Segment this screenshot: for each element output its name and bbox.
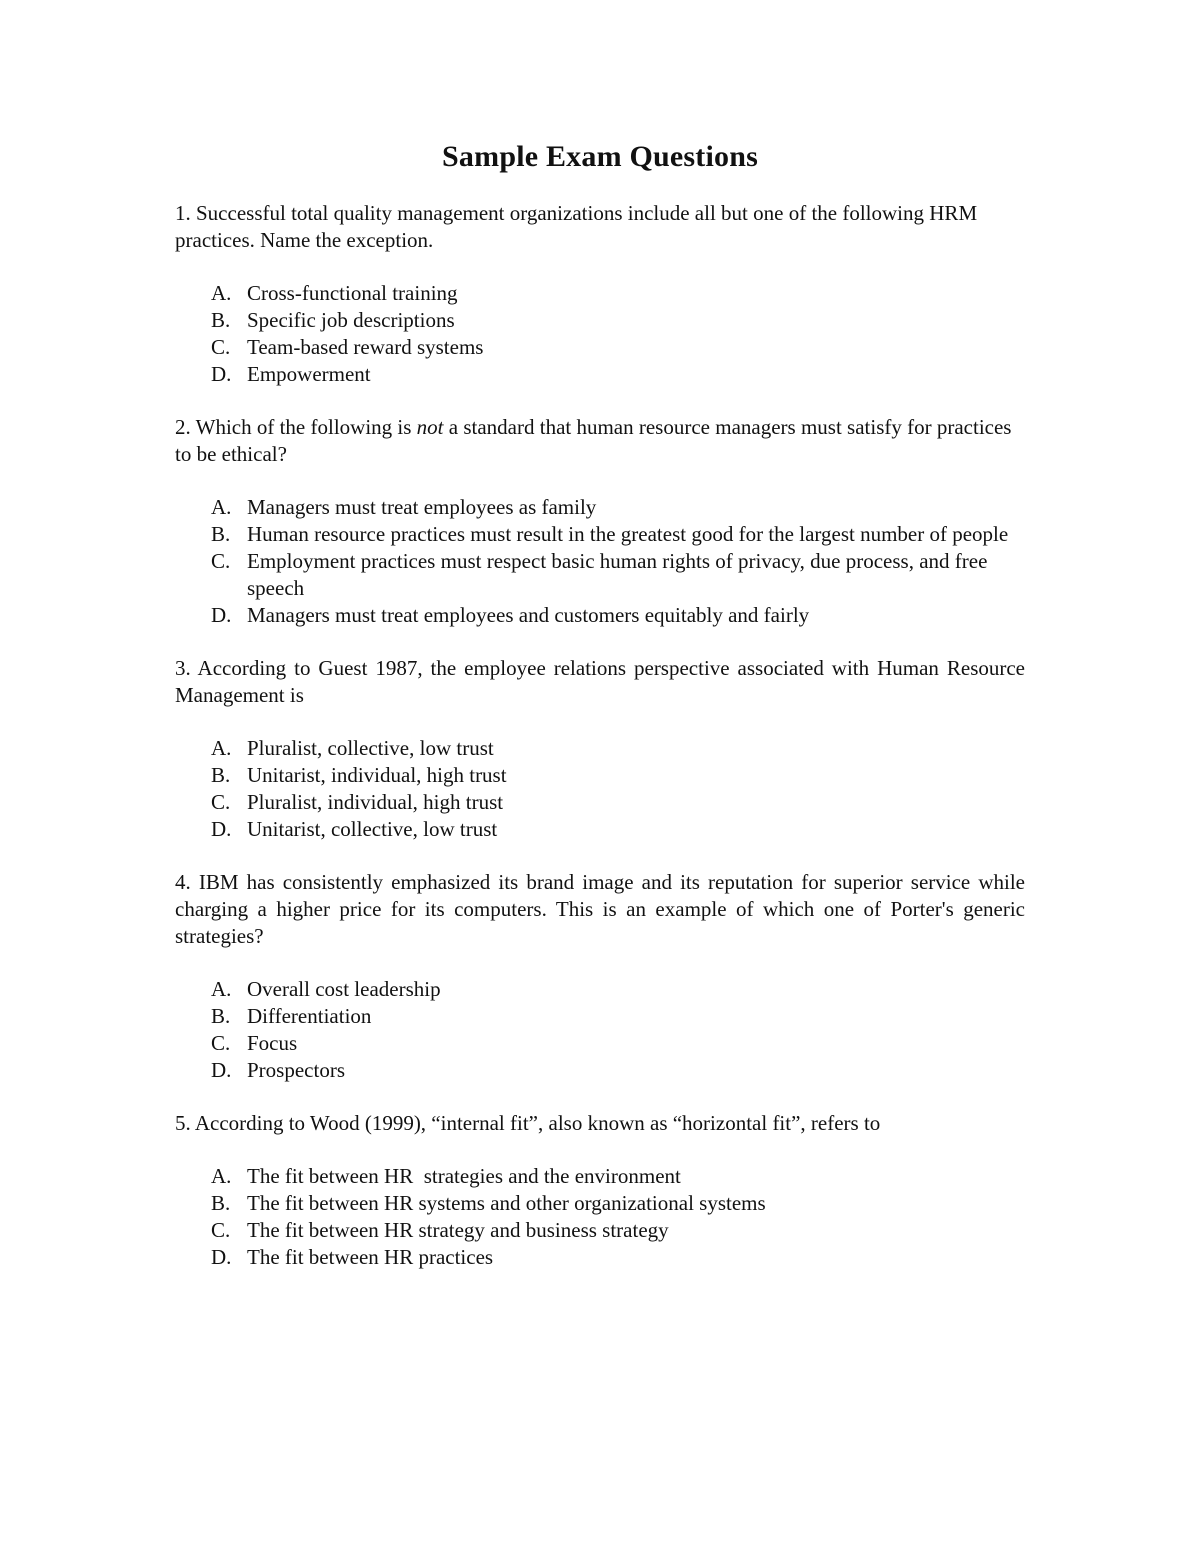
option-letter: C. <box>211 335 231 359</box>
option-item <box>211 602 1025 629</box>
option-item <box>211 1217 1025 1244</box>
option-list <box>175 494 1025 629</box>
option-item <box>211 1163 1025 1190</box>
question-1 <box>175 200 1025 388</box>
option-letter: D. <box>211 817 232 841</box>
option-item <box>211 361 1025 388</box>
option-text: Focus <box>247 1031 298 1055</box>
option-item <box>211 1003 1025 1030</box>
option-item <box>211 816 1025 843</box>
option-item <box>211 1190 1025 1217</box>
option-list <box>175 976 1025 1084</box>
option-list <box>175 1163 1025 1271</box>
option-letter: A. <box>211 977 232 1001</box>
option-letter: A. <box>211 1164 232 1188</box>
option-text: Employment practices must respect basic human rights of privacy, due process, and free speech <box>247 549 988 600</box>
question-4 <box>175 869 1025 1084</box>
option-text: Specific job descriptions <box>247 308 455 332</box>
option-letter: B. <box>211 763 231 787</box>
option-text: Empowerment <box>247 362 371 386</box>
stem-emphasis: not <box>416 415 444 439</box>
question-stem <box>175 414 1025 468</box>
option-list <box>175 280 1025 388</box>
option-letter: D. <box>211 1058 232 1082</box>
option-item <box>211 1244 1025 1271</box>
option-text: Human resource practices must result in the greatest good for the largest number of people <box>247 522 1009 546</box>
option-text: Managers must treat employees and customers equitably and fairly <box>247 603 810 627</box>
option-text: Overall cost leadership <box>247 977 441 1001</box>
option-text: Prospectors <box>247 1058 345 1082</box>
option-text: Differentiation <box>247 1004 372 1028</box>
exam-page <box>175 140 1025 1297</box>
option-letter: A. <box>211 281 232 305</box>
option-list <box>175 735 1025 843</box>
option-item <box>211 976 1025 1003</box>
option-letter: B. <box>211 1004 231 1028</box>
option-letter: C. <box>211 790 231 814</box>
question-stem: 4. IBM has consistently emphasized its brand image and its reputation for superior service while charging a higher price for its computers. This is an example of which one of Porter's generic strategies? <box>175 870 1025 948</box>
option-letter: C. <box>211 549 231 573</box>
option-letter: C. <box>211 1218 231 1242</box>
option-text: Team-based reward systems <box>247 335 484 359</box>
option-text: Pluralist, collective, low trust <box>247 736 494 760</box>
option-item <box>211 789 1025 816</box>
question-stem: 3. According to Guest 1987, the employee relations perspective associated with Human Resource Management is <box>175 656 1025 707</box>
option-letter: A. <box>211 736 232 760</box>
option-text: The fit between HR systems and other organizational systems <box>247 1191 766 1215</box>
option-item <box>211 334 1025 361</box>
option-text: Managers must treat employees as family <box>247 495 597 519</box>
option-letter: B. <box>211 308 231 332</box>
option-letter: B. <box>211 1191 231 1215</box>
option-item <box>211 1057 1025 1084</box>
stem-text: 2. Which of the following is <box>175 415 417 439</box>
page-title: Sample Exam Questions <box>442 140 758 173</box>
option-text: The fit between HR strategies and the environment <box>247 1164 681 1188</box>
stem-text: a standard that human resource managers must satisfy for practices to be ethical? <box>175 415 1012 466</box>
question-5 <box>175 1110 1025 1271</box>
option-item <box>211 521 1025 548</box>
question-3 <box>175 655 1025 843</box>
option-text: Unitarist, individual, high trust <box>247 763 507 787</box>
option-item <box>211 280 1025 307</box>
option-item <box>211 548 1025 602</box>
option-text: The fit between HR practices <box>247 1245 494 1269</box>
option-item <box>211 1030 1025 1057</box>
option-item <box>211 735 1025 762</box>
question-stem: 5. According to Wood (1999), “internal fit”, also known as “horizontal fit”, refers to <box>175 1111 881 1135</box>
option-item <box>211 307 1025 334</box>
option-letter: D. <box>211 603 232 627</box>
option-letter: A. <box>211 495 232 519</box>
option-text: Pluralist, individual, high trust <box>247 790 504 814</box>
option-letter: C. <box>211 1031 231 1055</box>
question-2 <box>175 414 1025 629</box>
option-item <box>211 762 1025 789</box>
option-letter: B. <box>211 522 231 546</box>
option-text: Cross-functional training <box>247 281 458 305</box>
question-stem: 1. Successful total quality management organizations include all but one of the following HRM practices. Name the exception. <box>175 201 978 252</box>
option-letter: D. <box>211 1245 232 1269</box>
option-letter: D. <box>211 362 232 386</box>
option-text: Unitarist, collective, low trust <box>247 817 498 841</box>
option-item <box>211 494 1025 521</box>
option-text: The fit between HR strategy and business strategy <box>247 1218 669 1242</box>
